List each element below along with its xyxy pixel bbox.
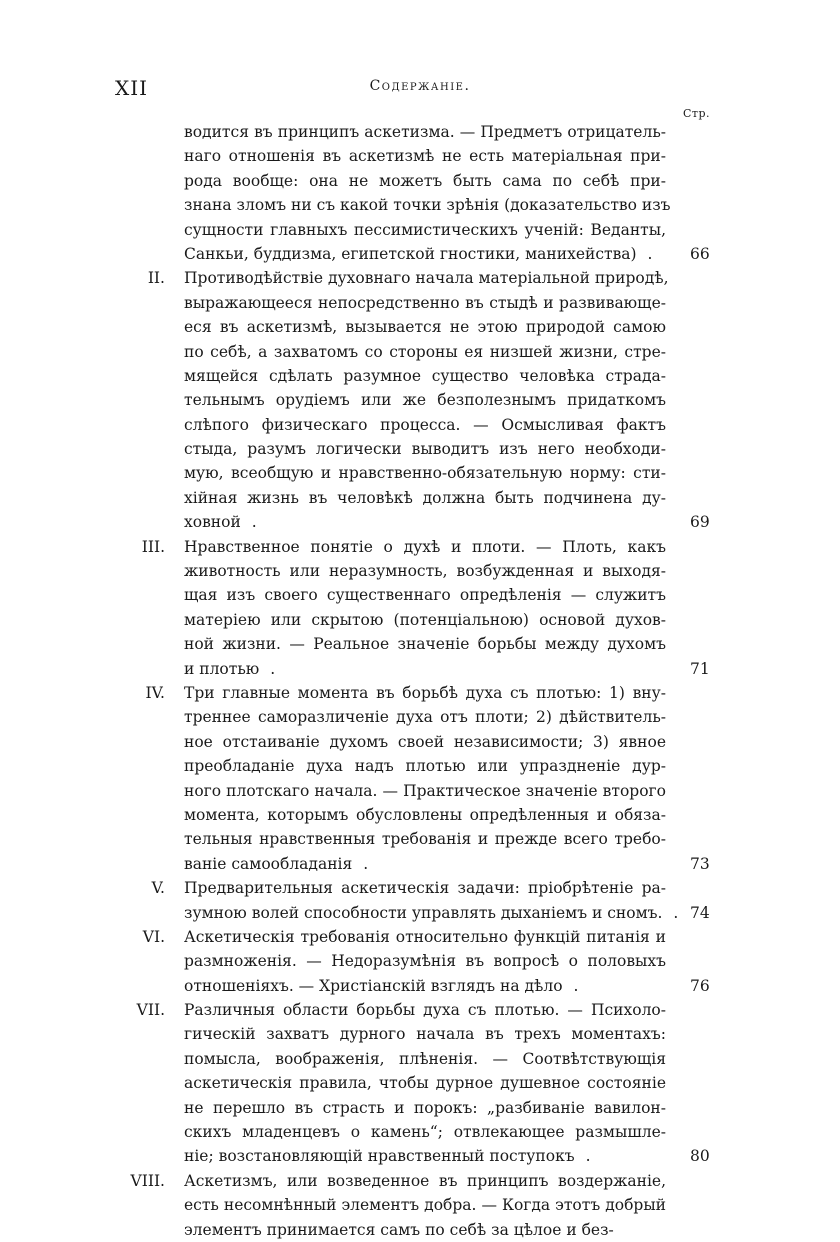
toc-line-text: размноженія. — Недоразумѣнія въ вопросѣ о половыхъ [184,952,666,971]
toc-line-text: водится въ принципъ аскетизма. — Предметъ отрицатель- [184,123,666,141]
page-ref: 80 [690,1147,710,1166]
toc-line [0,218,666,242]
toc-line [0,1120,666,1144]
toc-line-text: треннее саморазличеніе духа отъ плоти; 2) дѣйствитель- [184,708,666,727]
toc-line [0,486,666,510]
toc-line-text: по себѣ, а захватомъ со стороны ея низшей жизни, стре- [184,342,666,361]
toc-line [0,901,710,925]
toc-line [0,315,666,339]
toc-line [0,413,666,437]
toc-line-text: Три главные момента въ борьбѣ духа съ плотью: 1) вну- [184,683,666,702]
toc-line [0,949,666,973]
toc-line-text: стыда, разумъ логически выводитъ изъ него необходи- [184,440,666,459]
toc-line-text: тельныя нравственныя требованія и прежде всего требо- [184,830,666,849]
toc-line-text: Предварительныя аскетическія задачи: пріобрѣтеніе ра- [184,879,666,898]
toc-line-text: преобладаніе духа надъ плотью или упраздненіе дур- [184,757,666,776]
toc-line [0,876,666,900]
toc-line-text: ваніе самообладанія [184,854,353,873]
toc-line-text: Санкьи, буддизма, египетской гностики, манихейства) [184,244,637,263]
toc-line [0,437,666,461]
toc-entry [0,266,840,534]
toc-line-text: и плотью [184,659,260,678]
toc-line-text: ной жизни. — Реальное значеніе борьбы между духомъ [184,635,666,654]
toc-line [0,705,666,729]
toc-line [0,1071,666,1095]
section-numeral: V. [151,879,165,898]
toc-line-text: скихъ младенцевъ о камень“; отвлекающее размышле- [184,1123,666,1142]
toc-line-text: сущности главныхъ пессимистическихъ ученій: Веданты, [184,220,666,239]
toc-line-text: рода вообще: она не можетъ быть сама по себѣ при- [184,171,666,190]
toc-line [0,559,666,583]
toc-entry [0,681,840,876]
toc-line-text: Противодѣйствіе духовнаго начала матеріальной природѣ, [184,269,669,288]
leader-dots: . [259,659,282,678]
section-numeral: VI. [142,927,165,946]
toc-line-text: тельнымъ орудіемъ или же безполезнымъ придаткомъ [184,391,666,410]
leader-dots: . [240,513,263,532]
section-numeral: III. [141,537,165,556]
leader-dots: . [662,903,685,922]
toc-line [0,998,666,1022]
toc-line [0,608,666,632]
toc-line [0,827,666,851]
toc-line [0,657,710,681]
toc-line-text: мую, всеобщую и нравственно-обязательную норму: сти- [184,464,666,483]
section-numeral: IV. [145,683,165,702]
toc-line [0,120,666,144]
toc-line-text: есть несомнѣнный элементъ добра. — Когда этотъ добрый [184,1196,666,1215]
toc-line-text: наго отношенія въ аскетизмѣ не есть матеріальная при- [184,147,666,166]
toc-entry [0,120,840,266]
toc-line-text: ніе; возстановляющій нравственный поступокъ [184,1147,575,1166]
toc-line [0,1144,710,1168]
toc-line-text: Аскетическія требованія относительно функцій питанія и [184,927,666,946]
toc-line [0,266,669,290]
toc-line-text: помысла, воображенія, плѣненія. — Соотвѣтствующія [184,1049,666,1068]
section-numeral: II. [147,269,165,288]
toc-line-text: Аскетизмъ, или возведенное въ принципъ воздержаніе, [184,1171,666,1190]
page-number: XII [115,76,149,100]
toc-line [0,754,666,778]
page-ref: 71 [690,659,710,678]
toc-line [0,730,666,754]
toc-line [0,291,666,315]
toc-line-text: элементъ принимается самъ по себѣ за цѣлое и без- [184,1220,614,1239]
toc-line-text: ного плотскаго начала. — Практическое значеніе второго [184,781,666,800]
toc-line [0,779,666,803]
page-ref: 76 [690,976,710,995]
running-head-title: Содержаніе. [369,78,471,94]
toc-line-text: животность или неразумность, возбужденная и выходя- [184,562,666,581]
toc-line [0,510,710,534]
page-ref: 69 [690,513,710,532]
toc-line [0,1218,666,1242]
toc-line-text: не перешло въ страсть и порокъ: „разбиваніе вавилон- [184,1098,666,1117]
toc-line-text: щая изъ своего существеннаго опредѣленія — служитъ [184,586,666,605]
page-ref: 74 [690,903,710,922]
toc-line [0,1169,666,1193]
toc-entry [0,998,840,1169]
toc-line-text: хійная жизнь въ человѣкѣ должна быть подчинена ду- [184,488,666,507]
toc-line-text: момента, которымъ обусловлены опредѣленныя и обяза- [184,805,666,824]
toc-line [0,681,666,705]
toc-line-text: Нравственное понятіе о духѣ и плоти. — Плоть, какъ [184,537,666,556]
page-ref: 66 [690,244,710,263]
toc-line [0,242,710,266]
toc-line [0,1096,666,1120]
section-numeral: VIII. [130,1171,165,1190]
toc-line-text: отношеніяхъ. — Христіанскій взглядъ на дѣло [184,976,563,995]
toc-line [0,852,710,876]
toc-line [0,144,666,168]
toc-line [0,1022,666,1046]
toc-line-text: ховной [184,513,241,532]
toc-line [0,925,666,949]
toc-entry [0,1169,840,1242]
toc-entry [0,925,840,998]
toc-entry [0,876,840,925]
toc-line [0,388,666,412]
toc-line-text: аскетическія правила, чтобы дурное душевное состояніе [184,1074,666,1093]
toc-line-text: знана зломъ ни съ какой точки зрѣнія (доказательство изъ [184,196,671,215]
toc-line [0,364,666,388]
toc-line [0,461,666,485]
toc-line-text: слѣпого физическаго процесса. — Осмысливая фактъ [184,415,666,434]
toc-line [0,1193,666,1217]
toc-line [0,1047,666,1071]
leader-dots: . [574,1147,597,1166]
toc-line-text: гическій захватъ дурного начала въ трехъ моментахъ: [184,1025,666,1044]
toc-line [0,974,710,998]
toc-line-text: выражающееся непосредственно въ стыдѣ и развивающе- [184,293,666,312]
toc-line-text: еся въ аскетизмѣ, вызывается не этою природой самою [184,318,666,337]
page-ref: 73 [690,854,710,873]
toc-line [0,535,666,559]
leader-dots: . [562,976,585,995]
toc-line [0,583,666,607]
toc-entry [0,535,840,681]
page-column-label: Стр. [683,107,711,120]
toc-line-text: Различныя области борьбы духа съ плотью. — Психоло- [184,1001,666,1020]
toc-line [0,193,671,217]
toc-line [0,803,666,827]
leader-dots: . [352,854,375,873]
toc-line-text: зумною волей способности управлять дыханіемъ и сномъ. [184,903,663,922]
table-of-contents [0,120,840,1242]
toc-line [0,169,666,193]
section-numeral: VII. [136,1001,165,1020]
toc-line-text: ное отстаиваніе духомъ своей независимости; 3) явное [184,732,666,751]
toc-line-text: матеріею или скрытою (потенціальною) основой духов- [184,610,666,629]
leader-dots: . [636,244,659,263]
toc-line [0,632,666,656]
toc-line [0,340,666,364]
toc-line-text: мящейся сдѣлать разумное существо человѣка страда- [184,366,666,385]
